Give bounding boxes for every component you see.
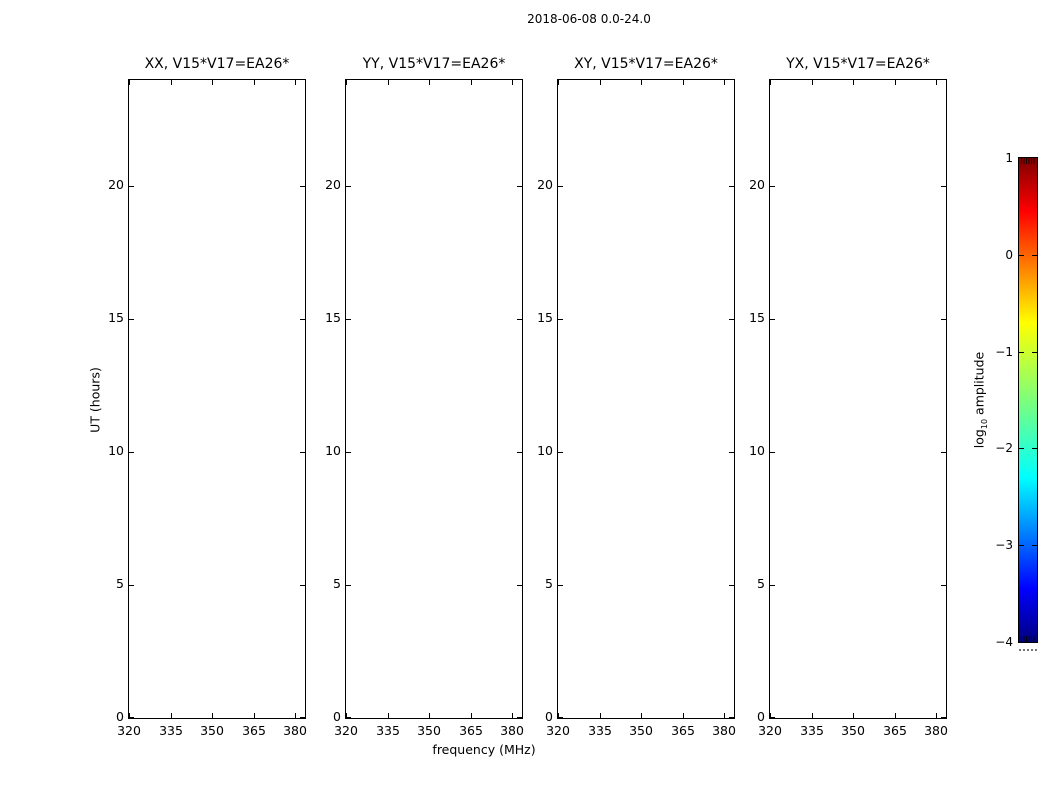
panel-title: YY, V15*V17=EA26* — [362, 56, 506, 72]
x-tick-label: 335 — [588, 723, 612, 738]
x-tick-mark — [895, 713, 896, 718]
x-tick-mark — [641, 713, 642, 718]
panel-title: XY, V15*V17=EA26* — [574, 56, 718, 72]
y-tick-mark — [346, 319, 351, 320]
x-axis-label: frequency (MHz) — [432, 742, 536, 757]
y-tick-mark-right — [300, 717, 305, 718]
colorbar-dotted-edge — [1019, 649, 1037, 651]
heatmap-panel — [345, 79, 523, 719]
colorbar-label-text: log — [971, 429, 987, 449]
x-tick-label: 350 — [200, 723, 224, 738]
y-tick-mark — [129, 452, 134, 453]
colorbar-tick-label: −4 — [995, 635, 1013, 649]
colorbar-tick-label: −3 — [995, 538, 1013, 552]
x-tick-mark-top — [600, 80, 601, 85]
x-tick-mark-top — [512, 80, 513, 85]
y-axis-label: UT (hours) — [87, 367, 103, 433]
x-tick-mark — [388, 713, 389, 718]
y-tick-mark-right — [941, 452, 946, 453]
x-tick-mark-top — [295, 80, 296, 85]
x-tick-label: 380 — [924, 723, 948, 738]
x-tick-mark — [936, 713, 937, 718]
colorbar-tick-label: −1 — [995, 345, 1013, 359]
colorbar-tick-mark-right — [1032, 448, 1037, 449]
y-tick-mark-right — [517, 717, 522, 718]
colorbar-tick-mark — [1019, 545, 1024, 546]
x-tick-mark-top — [895, 80, 896, 85]
y-tick-mark — [558, 717, 563, 718]
y-tick-label: 20 — [749, 177, 765, 192]
y-tick-mark — [558, 186, 563, 187]
x-tick-label: 320 — [334, 723, 358, 738]
colorbar-tick-label: −2 — [995, 441, 1013, 455]
y-tick-mark-right — [300, 319, 305, 320]
y-tick-label: 20 — [537, 177, 553, 192]
x-tick-mark-top — [812, 80, 813, 85]
x-tick-label: 350 — [841, 723, 865, 738]
x-tick-label: 365 — [883, 723, 907, 738]
y-tick-mark-right — [729, 717, 734, 718]
x-tick-mark — [254, 713, 255, 718]
x-tick-label: 380 — [500, 723, 524, 738]
colorbar-gradient — [1019, 158, 1037, 642]
colorbar-minor-ticks-bottom — [1021, 636, 1035, 642]
x-tick-label: 350 — [629, 723, 653, 738]
x-tick-mark — [683, 713, 684, 718]
colorbar-tick-label: 1 — [1005, 151, 1013, 165]
y-tick-label: 5 — [333, 576, 341, 591]
x-tick-label: 320 — [758, 723, 782, 738]
x-tick-mark-top — [641, 80, 642, 85]
y-tick-mark — [346, 585, 351, 586]
y-tick-mark — [770, 585, 775, 586]
x-tick-mark — [429, 713, 430, 718]
y-tick-label: 5 — [545, 576, 553, 591]
x-tick-mark-top — [346, 80, 347, 85]
y-tick-mark — [770, 186, 775, 187]
panel-title: XX, V15*V17=EA26* — [144, 56, 290, 72]
x-tick-mark — [853, 713, 854, 718]
y-tick-mark — [770, 319, 775, 320]
x-tick-mark — [171, 713, 172, 718]
x-tick-mark-top — [853, 80, 854, 85]
x-tick-mark-top — [388, 80, 389, 85]
colorbar-label-subscript: 10 — [979, 418, 989, 430]
y-tick-label: 15 — [108, 310, 124, 325]
y-tick-mark — [346, 452, 351, 453]
y-tick-mark-right — [729, 452, 734, 453]
x-tick-mark — [812, 713, 813, 718]
y-tick-label: 15 — [537, 310, 553, 325]
x-tick-mark — [212, 713, 213, 718]
x-tick-label: 350 — [417, 723, 441, 738]
colorbar-minor-ticks-top — [1021, 158, 1035, 164]
y-tick-mark — [129, 585, 134, 586]
y-tick-label: 5 — [757, 576, 765, 591]
y-tick-mark — [770, 717, 775, 718]
y-tick-mark-right — [517, 452, 522, 453]
y-tick-mark-right — [300, 186, 305, 187]
colorbar-tick-label: 0 — [1005, 248, 1013, 262]
colorbar-tick-mark — [1019, 255, 1024, 256]
x-tick-mark-top — [429, 80, 430, 85]
y-tick-mark — [558, 319, 563, 320]
x-tick-label: 365 — [671, 723, 695, 738]
y-tick-label: 5 — [116, 576, 124, 591]
x-tick-label: 365 — [242, 723, 266, 738]
y-tick-mark — [346, 186, 351, 187]
x-tick-mark-top — [129, 80, 130, 85]
x-tick-mark — [724, 713, 725, 718]
x-tick-label: 335 — [800, 723, 824, 738]
y-tick-mark-right — [517, 186, 522, 187]
y-tick-mark — [770, 452, 775, 453]
y-tick-label: 0 — [545, 709, 553, 724]
y-tick-label: 20 — [325, 177, 341, 192]
x-tick-mark-top — [471, 80, 472, 85]
y-tick-mark-right — [517, 585, 522, 586]
x-tick-mark — [471, 713, 472, 718]
x-tick-mark-top — [171, 80, 172, 85]
y-tick-label: 10 — [325, 443, 341, 458]
x-tick-mark-top — [724, 80, 725, 85]
x-tick-label: 320 — [546, 723, 570, 738]
x-tick-label: 320 — [117, 723, 141, 738]
y-tick-mark — [129, 717, 134, 718]
x-tick-mark — [512, 713, 513, 718]
x-tick-label: 335 — [376, 723, 400, 738]
panel-title: YX, V15*V17=EA26* — [786, 56, 930, 72]
y-tick-label: 10 — [749, 443, 765, 458]
x-tick-mark-top — [254, 80, 255, 85]
colorbar-label-suffix: amplitude — [971, 351, 987, 419]
y-tick-mark-right — [729, 186, 734, 187]
figure-title: 2018-06-08 0.0-24.0 — [527, 12, 651, 26]
y-tick-label: 20 — [108, 177, 124, 192]
x-tick-mark — [600, 713, 601, 718]
y-tick-mark — [129, 186, 134, 187]
y-tick-mark-right — [300, 585, 305, 586]
y-tick-mark — [346, 717, 351, 718]
colorbar-tick-mark — [1019, 352, 1024, 353]
y-tick-mark-right — [729, 585, 734, 586]
x-tick-mark-top — [212, 80, 213, 85]
heatmap-panel — [557, 79, 735, 719]
y-tick-mark-right — [941, 717, 946, 718]
x-tick-mark — [295, 713, 296, 718]
heatmap-panel — [128, 79, 306, 719]
colorbar-tick-mark-right — [1032, 255, 1037, 256]
colorbar-tick-mark-right — [1032, 545, 1037, 546]
x-tick-mark-top — [936, 80, 937, 85]
x-tick-mark-top — [558, 80, 559, 85]
y-tick-mark — [129, 319, 134, 320]
y-tick-label: 10 — [108, 443, 124, 458]
y-tick-label: 15 — [749, 310, 765, 325]
y-tick-mark-right — [300, 452, 305, 453]
y-tick-label: 15 — [325, 310, 341, 325]
x-tick-label: 380 — [712, 723, 736, 738]
y-tick-mark-right — [517, 319, 522, 320]
x-tick-mark-top — [770, 80, 771, 85]
y-tick-label: 0 — [116, 709, 124, 724]
colorbar-label — [971, 352, 989, 448]
x-tick-label: 335 — [159, 723, 183, 738]
y-tick-mark-right — [941, 585, 946, 586]
colorbar-tick-mark-right — [1032, 352, 1037, 353]
x-tick-label: 365 — [459, 723, 483, 738]
y-tick-mark-right — [941, 186, 946, 187]
x-tick-mark-top — [683, 80, 684, 85]
x-tick-label: 380 — [283, 723, 307, 738]
colorbar-tick-mark — [1019, 448, 1024, 449]
y-tick-mark-right — [941, 319, 946, 320]
y-tick-mark — [558, 452, 563, 453]
y-tick-label: 0 — [333, 709, 341, 724]
y-tick-label: 10 — [537, 443, 553, 458]
heatmap-panel — [769, 79, 947, 719]
y-tick-label: 0 — [757, 709, 765, 724]
y-tick-mark-right — [729, 319, 734, 320]
y-tick-mark — [558, 585, 563, 586]
colorbar — [1018, 157, 1038, 643]
